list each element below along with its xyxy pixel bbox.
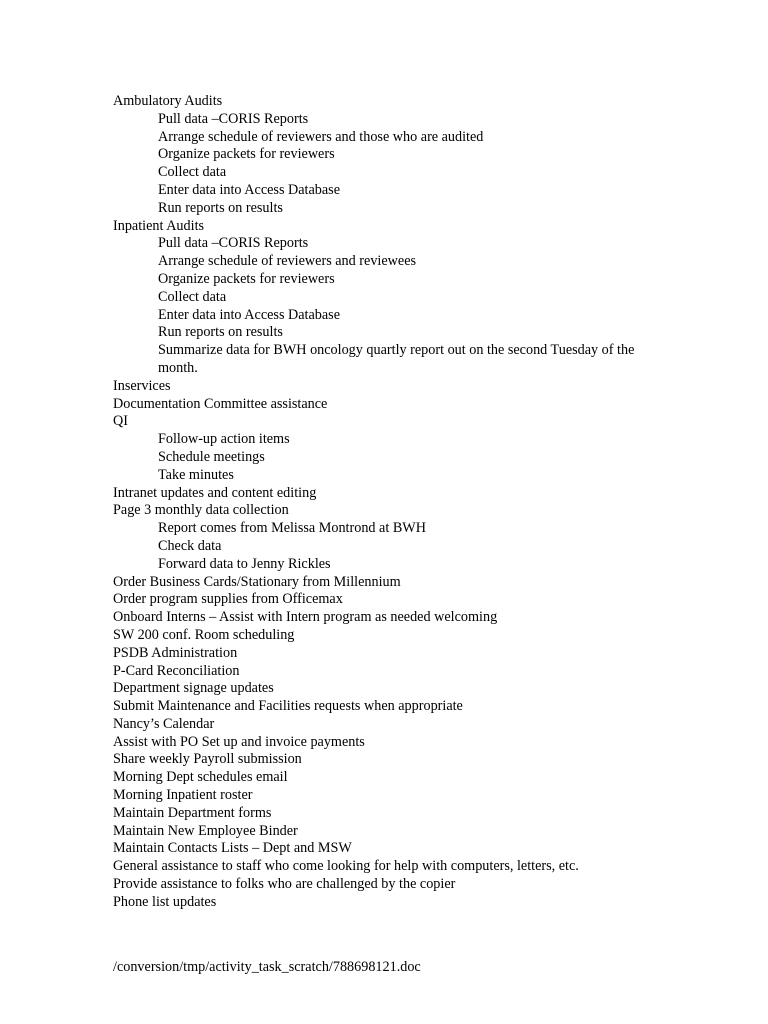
- list-item: Assist with PO Set up and invoice payments: [113, 733, 365, 750]
- task-list: [113, 93, 673, 912]
- footer-file-path: /conversion/tmp/activity_task_scratch/788698121.doc: [113, 959, 421, 975]
- list-subitem: Summarize data for BWH oncology quartly report out on the second Tuesday of the month.: [158, 342, 635, 376]
- list-item: Morning Inpatient roster: [113, 787, 253, 804]
- list-subitem: Enter data into Access Database: [158, 181, 340, 198]
- list-item: Maintain New Employee Binder: [113, 822, 298, 839]
- list-item: Inservices: [113, 377, 171, 394]
- list-subitem: Take minutes: [158, 466, 234, 483]
- list-item: Order program supplies from Officemax: [113, 591, 343, 608]
- list-item: QI: [113, 413, 128, 430]
- list-subitem: Follow-up action items: [158, 431, 290, 448]
- list-item: P-Card Reconciliation: [113, 662, 240, 679]
- list-item: Share weekly Payroll submission: [113, 751, 302, 768]
- list-subitem: Collect data: [158, 288, 227, 305]
- list-subitem: Enter data into Access Database: [158, 306, 340, 323]
- list-subitem: Forward data to Jenny Rickles: [158, 555, 331, 572]
- list-item: Documentation Committee assistance: [113, 395, 328, 412]
- list-subitem: Arrange schedule of reviewers and those who are audited: [158, 128, 484, 145]
- list-item: Order Business Cards/Stationary from Millennium: [113, 573, 401, 590]
- list-subitem: Pull data –CORIS Reports: [158, 110, 309, 127]
- list-subitem: Organize packets for reviewers: [158, 270, 335, 287]
- list-subitem: Run reports on results: [158, 199, 283, 216]
- list-subitem: Arrange schedule of reviewers and reviewees: [158, 253, 417, 270]
- list-item: PSDB Administration: [113, 644, 238, 661]
- list-item: General assistance to staff who come looking for help with computers, letters, etc.: [113, 858, 579, 875]
- list-item: Submit Maintenance and Facilities requests when appropriate: [113, 698, 463, 715]
- list-subitem: Pull data –CORIS Reports: [158, 235, 309, 252]
- list-item: Inpatient Audits: [113, 217, 205, 234]
- list-item: Provide assistance to folks who are challenged by the copier: [113, 876, 456, 893]
- list-subitem: Organize packets for reviewers: [158, 146, 335, 163]
- list-item: Morning Dept schedules email: [113, 769, 288, 786]
- list-item: Phone list updates: [113, 893, 217, 910]
- list-subitem: Report comes from Melissa Montrond at BWH: [158, 520, 426, 537]
- list-subitem: Schedule meetings: [158, 448, 265, 465]
- list-item: Page 3 monthly data collection: [113, 502, 289, 519]
- list-subitem: Run reports on results: [158, 324, 283, 341]
- list-item: Maintain Contacts Lists – Dept and MSW: [113, 840, 352, 857]
- list-item: Intranet updates and content editing: [113, 484, 317, 501]
- list-item: SW 200 conf. Room scheduling: [113, 626, 295, 643]
- list-subitem: Collect data: [158, 164, 227, 181]
- list-item: Nancy’s Calendar: [113, 715, 215, 732]
- list-subitem: Check data: [158, 537, 222, 554]
- list-item: Maintain Department forms: [113, 804, 272, 821]
- list-item: Department signage updates: [113, 680, 274, 697]
- list-item: Onboard Interns – Assist with Intern program as needed welcoming: [113, 609, 498, 626]
- list-item: Ambulatory Audits: [113, 93, 223, 109]
